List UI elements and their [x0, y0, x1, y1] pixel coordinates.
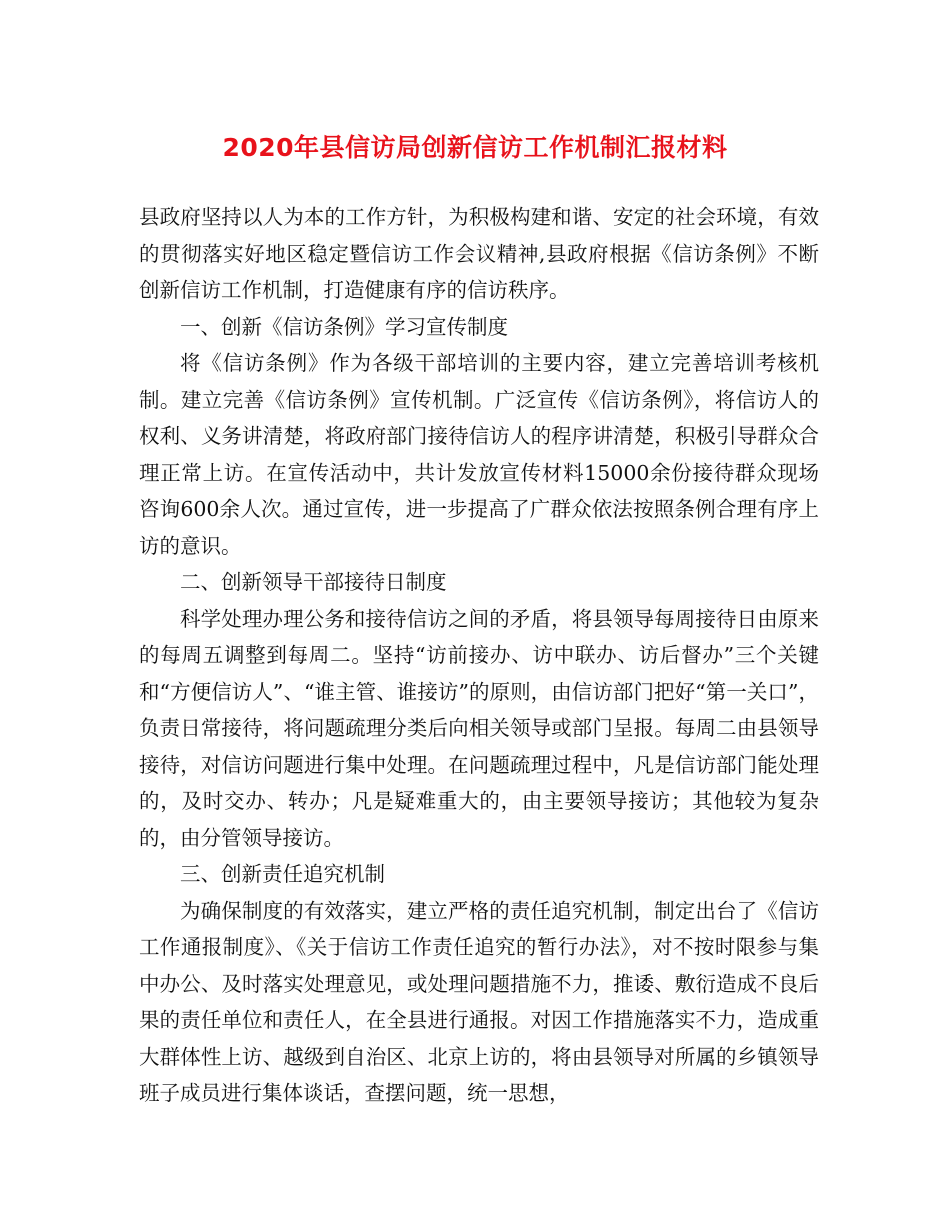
section-heading-2: 二、创新领导干部接待日制度 [180, 570, 447, 594]
intro-paragraph: 县政府坚持以人为本的工作方针，为积极构建和谐、安定的社会环境，有效的贯彻落实好地区稳定暨信访工作会议精神,县政府根据《信访条例》不断创新信访工作机制，打造健康有序的信访秩序。 [139, 205, 819, 302]
section-heading-1: 一、创新《信访条例》学习宣传制度 [180, 314, 508, 339]
section-3-paragraph: 为确保制度的有效落实，建立严格的责任追究机制，制定出台了《信访工作通报制度》、《关于信访工作责任追究的暂行办法》，对不按时限参与集中办公、及时落实处理意见，或处理问题措施不力，推诿、敷衍造成不良后果的责任单位和责任人，在全县进行通报。对因工作措施落实不力，造成重大群体性上访、越级到自治区、北京上访的，将由县领导对所属的乡镇领导班子成员进行集体谈话，查摆问题，统一思想， [139, 898, 819, 1105]
section-heading-3: 三、创新责任追究机制 [180, 862, 385, 886]
section-2-paragraph: 科学处理办理公务和接待信访之间的矛盾，将县领导每周接待日由原来的每周五调整到每周二。坚持“访前接办、访中联办、访后督办”三个关键和“方便信访人”、“谁主管、谁接访”的原则，由信访部门把好“第一关口”，负责日常接待，将问题疏理分类后向相关领导或部门呈报。每周二由县领导接待，对信访问题进行集中处理。在问题疏理过程中，凡是信访部门能处理的，及时交办、转办；凡是疑难重大的，由主要领导接访；其他较为复杂的，由分管领导接访。 [139, 606, 819, 850]
document-title: 2020年县信访局创新信访工作机制汇报材料 [222, 133, 728, 162]
section-1-paragraph: 将《信访条例》作为各级干部培训的主要内容，建立完善培训考核机制。建立完善《信访条例》宣传机制。广泛宣传《信访条例》，将信访人的权利、义务讲清楚，将政府部门接待信访人的程序讲清楚，积极引导群众合理正常上访。在宣传活动中，共计发放宣传材料15000余份接待群众现场咨询600余人次。通过宣传，进一步提高了广群众依法按照条例合理有序上访的意识。 [139, 351, 819, 558]
document-body [139, 199, 819, 1112]
